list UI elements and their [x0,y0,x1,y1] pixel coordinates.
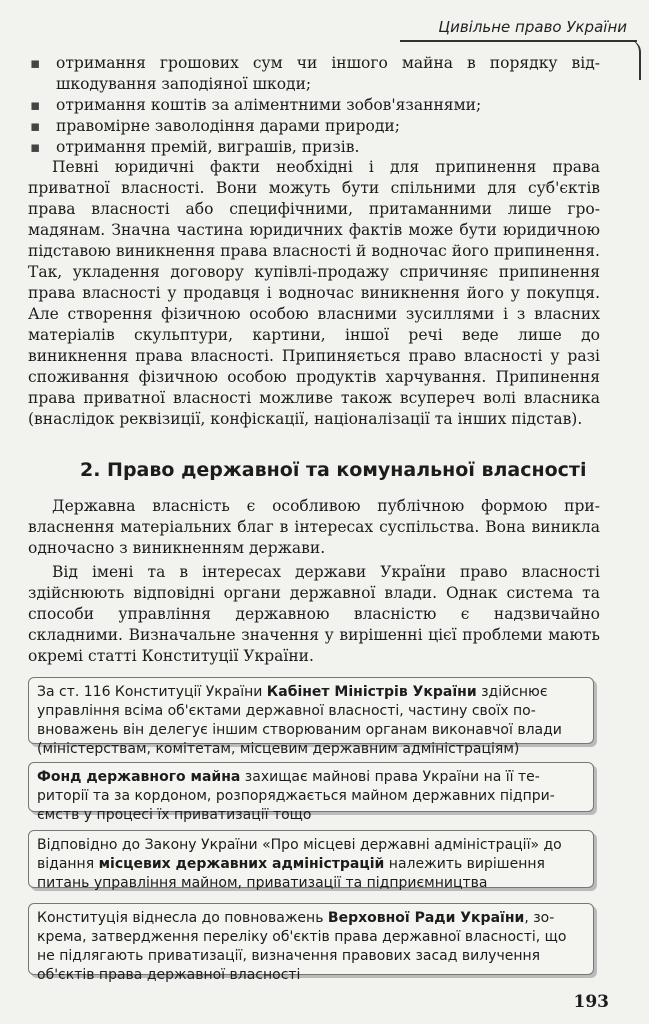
section-heading: 2. Право державної та комунальної власності [80,459,587,481]
bullet-icon: ▪ [30,117,41,135]
bullet-icon: ▪ [30,138,41,156]
header-corner-decoration [627,40,641,80]
bullet-list [28,53,600,158]
page-header [0,0,649,40]
list-item: ▪ отримання грошових сум чи іншого майна в порядку відшкодування заподіяної шкоди; [30,54,600,93]
info-box-local-administrations: Відповідно до Закону України «Про місцеві державні адміністрації» до відання місцевих державних адміністрацій належить вирішення питань управління майном, приватизації та підприємництва [28,830,594,888]
list-item: ▪ правомірне заволодіння дарами природи; [30,117,400,135]
paragraph-state-management: Від імені та в інтересах держави України право власності здійснюють відповідні органи державної влади. Однак система та способи управління державною власністю є надзвичайно складними. Визначальне значення у вирішенні цієї проблеми мають окремі статті Конституції України. [28,563,600,665]
bullet-icon: ▪ [30,96,41,114]
list-item: ▪ отримання коштів за аліментними зобов'язаннями; [30,96,482,114]
info-box-cabinet: За ст. 116 Конституції України Кабінет Міністрів України здійснює управління всіма об'єктами державної власності, частину своїх повноважень він делегує іншим створюваним органам виконавчої влади (міністерствам, комітетам, місцевим державним адміністраціям) [28,677,594,744]
paragraph-ownership-termination: Певні юридичні факти необхідні і для припинення права приватної власності. Вони можуть бути спільними для суб'єктів права власності або специфічними, притаманними лише громадянам. Значна частина юридичних фактів може бути юридичною підставою виникнення права власності й водночас його припинення. Так, укладення договору купівлі-продажу спричиняє припинення права власності у продавця і водночас виникнення його у покупця. Але створення фізичною особою власними зусиллями і з власних матеріалів скульптури, картини, іншої речі веде лише до виникнення права власності. Припиняється право власності у разі споживання фізичною особою продуктів харчування. Припинення права приватної власності можливе також всупереч волі власника (внаслідок реквізиції, конфіскації, націоналізації та інших підстав). [28,158,600,428]
running-title: Цивільне право України [438,18,627,36]
list-item: ▪ отримання премій, виграшів, призів. [30,138,360,156]
paragraph-state-property: Державна власність є особливою публічною формою привласнення матеріальних благ в інтересах суспільства. Вона виникла одночасно з виникненням держави. [28,497,600,557]
header-rule [400,40,637,42]
info-box-state-property-fund: Фонд державного майна захищає майнові права України на її території та за кордоном, розпоряджається майном державних підприємств у процесі їх приватизації тощо [28,762,594,812]
page-number: 193 [573,992,609,1012]
bullet-icon: ▪ [30,54,41,72]
info-box-verkhovna-rada: Конституція віднесла до повноважень Верховної Ради України, зокрема, затвердження переліку об'єктів права державної власності, що не підлягають приватизації, визначення правових засад вилучення об'єктів права державної власності [28,903,594,975]
